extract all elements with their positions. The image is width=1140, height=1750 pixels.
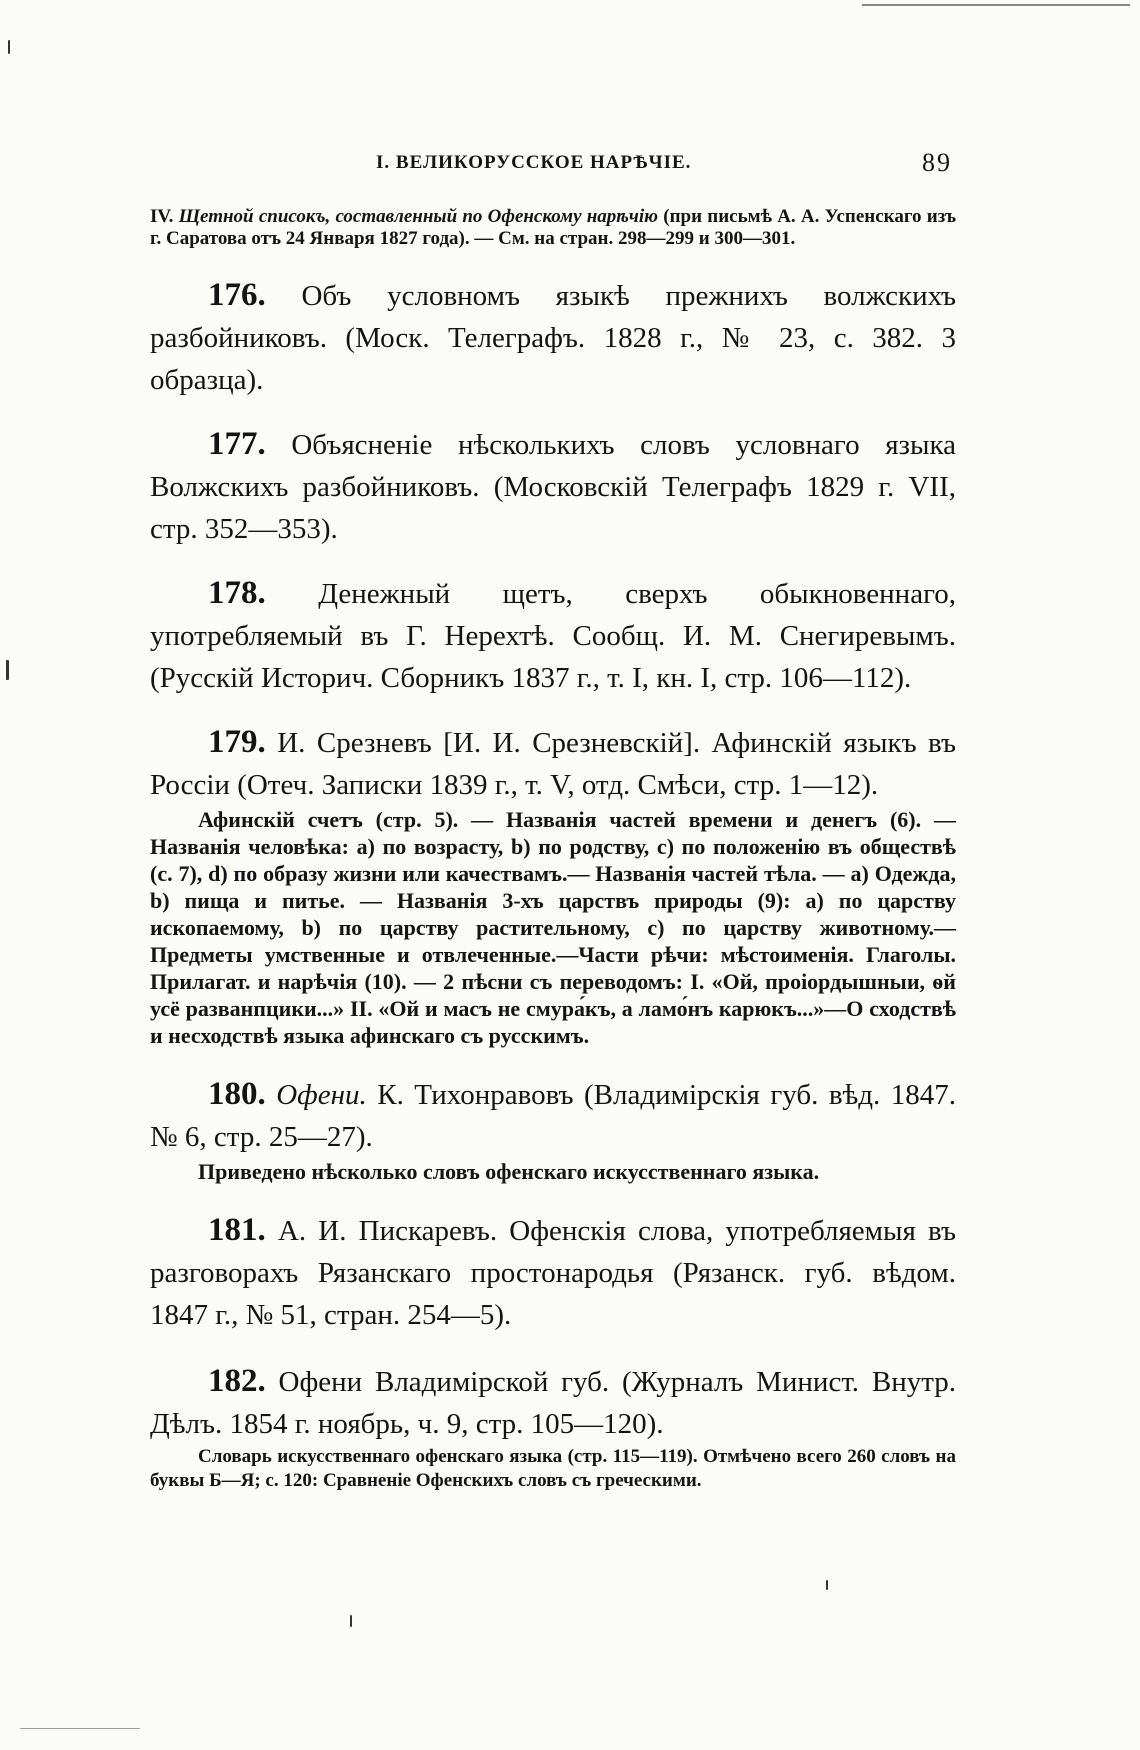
- section-label: IV.: [150, 206, 174, 227]
- entry-number: 182.: [208, 1363, 266, 1399]
- bibliography-entry-181: [150, 1209, 956, 1336]
- section-intro: [150, 206, 956, 250]
- page-number: 89: [922, 148, 952, 177]
- entry-text: Денежный щетъ, сверхъ обыкновеннаго, употребляемый въ Г. Нерехтѣ. Сообщ. И. М. Снегиревымъ. (Русскій Историч. Сборникъ 1837 г., т. I, кн. I, стр. 106—112).: [150, 578, 956, 694]
- bibliography-entry-176: [150, 274, 956, 401]
- entry-number: 179.: [208, 724, 266, 760]
- scan-speck: [20, 1728, 140, 1729]
- entry-number: 178.: [208, 575, 266, 611]
- section-details: (при письмѣ А. А. Успенскаго изъ г. Саратова отъ 24 Января 1827 года). — См. на стран. 298—299 и 300—301.: [150, 206, 957, 249]
- running-title: I. ВЕЛИКОРУССКОЕ НАРѢЧІЕ.: [376, 152, 692, 173]
- bibliography-entry-179: [150, 721, 956, 1049]
- entry-note: Афинскій счетъ (стр. 5). — Названія частей времени и денегъ (6). — Названія человѣка: a) по возрасту, b) по родству, c) по положенію въ обществѣ (с. 7), d) по образу жизни или качествамъ.— Названія частей тѣла. — a) Одежда, b) пища и питье. — Названія 3-хъ царствъ природы (9): a) по царству ископаемому, b) по царству растительному, c) по царству животному.—Предметы умственные и отвлеченные.—Части рѣчи: мѣстоименія. Глаголы. Прилагат. и нарѣчія (10). — 2 пѣсни съ переводомъ: I. «Ой, проіордышныи, ѳй усё разванпцики...» II. «Ой и масъ не смура́къ, а ламо́нъ карюкъ...»—О сходствѣ и несходствѣ языка афинскаго съ русскимъ.: [150, 807, 956, 1048]
- bibliography-entry-180: [150, 1073, 956, 1185]
- entry-text: Объясненіе нѣсколькихъ словъ условнаго языка Волжскихъ разбойниковъ. (Московскій Телеграфъ 1829 г. VII, стр. 352—353).: [150, 429, 956, 545]
- page-body: [150, 206, 956, 1493]
- bibliography-entry-178: [150, 572, 956, 699]
- entry-text: И. Срезневъ [И. И. Срезневскій]. Афинскій языкъ въ Россіи (Отеч. Записки 1839 г., т. V, отд. Смѣси, стр. 1—12).: [150, 727, 956, 801]
- scan-speck: [826, 1580, 828, 1590]
- page-header: [196, 148, 952, 182]
- entry-number: 180.: [208, 1076, 266, 1112]
- entry-number: 181.: [208, 1212, 266, 1248]
- scan-speck: [6, 660, 9, 680]
- entry-number: 177.: [208, 426, 266, 462]
- scan-speck: [8, 40, 10, 54]
- entry-text: К. Тихонравовъ (Владимірскія губ. вѣд. 1847. № 6, стр. 25—27).: [150, 1079, 957, 1153]
- bibliography-entry-182: [150, 1360, 956, 1493]
- entry-note: Приведено нѣсколько словъ офенскаго искусственнаго языка.: [198, 1159, 820, 1184]
- scan-edge-rule: [862, 4, 1130, 6]
- entry-text: Офени Владимірской губ. (Журналъ Минист. Внутр. Дѣлъ. 1854 г. ноябрь, ч. 9, стр. 105—120).: [150, 1366, 956, 1440]
- entry-text: Объ условномъ языкѣ прежнихъ волжскихъ разбойниковъ. (Моск. Телеграфъ. 1828 г., № 23, с. 382. 3 образца).: [150, 280, 957, 396]
- entry-italic-lead: Офени.: [276, 1079, 367, 1111]
- entry-text: А. И. Пискаревъ. Офенскія слова, употребляемыя въ разговорахъ Рязанскаго простонародья (Рязанск. губ. вѣдом. 1847 г., № 51, стран. 254—5).: [150, 1215, 957, 1331]
- section-title: Щетной списокъ, составленный по Офенскому нарѣчію: [178, 206, 659, 227]
- bibliography-entry-177: [150, 423, 956, 550]
- entry-number: 176.: [208, 277, 266, 313]
- entry-note: Словарь искусственнаго офенскаго языка (стр. 115—119). Отмѣчено всего 260 словъ на буквы Б—Я; с. 120: Сравненіе Офенскихъ словъ съ греческими.: [150, 1446, 956, 1491]
- scan-speck: [350, 1615, 352, 1627]
